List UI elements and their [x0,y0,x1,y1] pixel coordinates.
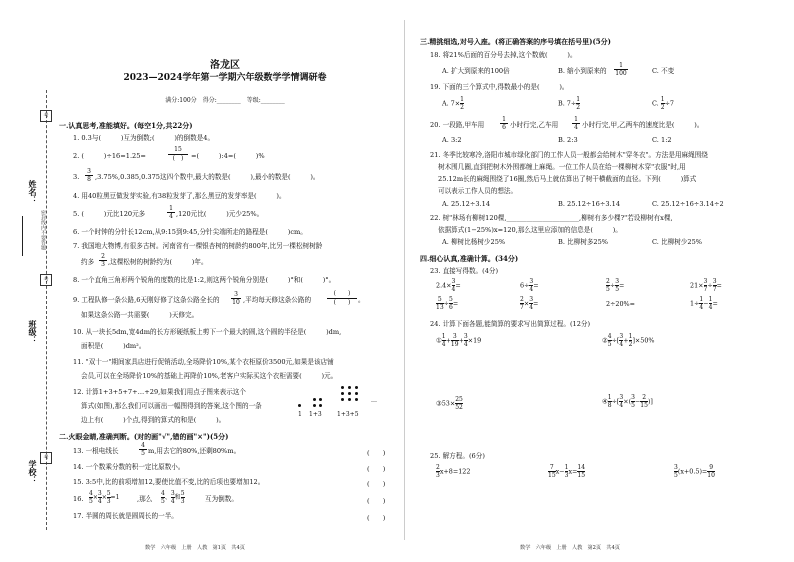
calc-24-2: ② $\frac{4}{5}$ ÷[ $\frac{3}{4}$ + $\frac{1}{2}$ ]×50% [602,333,655,348]
q6: 6. 一个时钟的分针长12cm,从9:15到9:45,分针尖端所走的路程是( )cm。 [73,228,307,236]
q16-end: 互为倒数。 [205,495,238,503]
q9: 9. 工程队修一条公路,6天刚好修了这条公路全长的 [73,296,220,304]
seal-text: 密封线内不要答题 [40,210,46,250]
q5-fraction: 1 4 [167,205,175,220]
q23: 23. 直接写得数。(4分) [430,267,499,275]
q18-opt-b[interactable]: B. 缩小到原来的 [558,67,607,75]
q11b: 会员,可以在全场降价10%的基础上再降价10%,老客户实际买这个衣柜需要( )元。 [81,372,338,380]
q22-opt-a[interactable]: A. 柳树比杨树少25% [442,238,506,246]
seal-line [46,90,47,530]
q2-rest: =( ):4=( )% [191,152,265,160]
q16: 16. [73,495,84,503]
calc-24-4: ④ $\frac{1}{8}$ ÷[ $\frac{3}{4}$ ×( $\frac{3}{5}$ − $\frac{2}{15}$ )] [602,394,653,409]
section4-title: 四.细心认真,准确计算。(34分) [420,254,519,263]
calc-7: 2÷20%= [606,300,635,308]
calc-2: 6÷ $\frac{3}{4}$ = [520,278,539,293]
q7-fraction: 2 3 [99,253,107,268]
q19-opt-c[interactable]: C. $\frac{1}{2}$ ÷7 [652,96,674,111]
calc-24-1: ① $\frac{1}{4}$ + $\frac{3}{19}$ + $\frac{3}{4}$ ×19 [436,333,482,348]
q18: 18. 将21%后面的百分号去掉,这个数就( )。 [430,51,577,59]
q21-opt-a[interactable]: A. 25.12÷3.14 [442,200,491,208]
q21b: 树木围几圈,直到把树木外围都缠上麻绳。一位工作人员在给一棵柳树木穿"衣服"时,用 [438,163,686,171]
q18-fraction: 1 100 [615,62,627,77]
q7a: 7. 我国地大物博,有很多古树。河南省有一棵银杏树的树龄约800年,比另一棵松树树龄 [73,242,323,250]
q22b: 依据算式(1−25%)x=120,那么这里应添加的信息是( )。 [438,226,622,234]
calc-5: $\frac{5}{13}$ ÷ $\frac{5}{6}$ = [436,296,459,311]
footer-right: 数学 六年级 上册 人教 第2页 共4页 [520,545,620,551]
q2-fraction-blank[interactable]: ( ) [172,155,184,162]
q20-opt-b[interactable]: B. 2:3 [558,136,578,144]
q20a: 20. 一段路,甲车用 [430,121,485,129]
q1: 1. 0.3与( )互为倒数;( )的倒数是4。 [73,134,215,142]
eq-2: $\frac{7}{15}$ x− $\frac{1}{3}$ x= $\frac{14}{15}$ [548,464,586,479]
q9b: 如果这条公路一共需要( )天修完。 [81,311,199,319]
q13-fraction: 4 5 [139,442,147,457]
section3-title: 三.精挑细选,对号入座。(将正确答案的序号填在括号里)(5分) [420,37,611,46]
q11a: 11. "双十一"期间家具店进行促销活动,全场降价10%,某个衣柜原价3500元,如果是该店铺 [73,358,334,366]
q21d: 可以表示工作人员的想法。 [438,187,518,195]
q21-opt-b[interactable]: B. 25.12÷16÷3.14 [558,200,621,208]
dot-label-2: 1+3 [309,411,322,418]
dot-label-3: 1+3+5 [337,411,359,418]
q16-rest: ,那么 [137,495,153,503]
q19: 19. 下面的三个算式中,得数最小的是( )。 [430,83,569,91]
q12a: 12. 计算1+3+5+7+…+29,如果我们用点子图来表示这个 [73,388,246,396]
q14-answer[interactable]: ( ) [367,465,386,473]
q9-blank-fraction[interactable]: ( ) ( ) [327,290,357,307]
q16-expr2: $\frac{4}{5}$ 、 $\frac{3}{4}$ 和 $\frac{5}{3}$ [161,490,185,505]
q20-opt-a[interactable]: A. 3:2 [442,136,462,144]
q18-opt-a[interactable]: A. 扩大到原来的100倍 [442,67,510,75]
q19-opt-b[interactable]: B. 7÷ $\frac{1}{2}$ [558,96,581,111]
calc-4: 21× $\frac{3}{7}$ ÷ $\frac{3}{7}$ = [690,278,722,293]
q20b: 小时行完,乙车用 [510,121,559,129]
q9-rest: ,平均每天修这条公路的 [243,296,312,304]
q5: 5. ( )元比120元多 [73,210,146,218]
q20-opt-c[interactable]: C. 1:2 [652,136,672,144]
q3-lead: 3. [73,173,80,181]
calc-3: $\frac{2}{5}$ ÷ $\frac{3}{5}$ = [606,278,625,293]
section2-title: 二.火眼金睛,准确判断。(对的画"√",错的画"×")(5分) [59,432,229,441]
class-label: 班级： [28,320,38,344]
q3: ,3.75%,0.385,0.375这四个数中,最大的数是( ),最小的数是( )。 [95,173,320,181]
right-page [420,0,790,562]
q20c: 小时行完,甲,乙两车的速度比是( )。 [582,121,704,129]
q9-end: 。 [358,296,365,304]
q2-fraction: 15 ( ) [168,146,188,163]
q13-answer[interactable]: ( ) [367,449,386,457]
q2: 2. ( )÷16=1.25= [73,152,146,160]
score-line: 满分:100分 得分:________ 等级:________ [165,97,285,104]
q15-answer[interactable]: ( ) [367,480,386,488]
left-page [55,0,395,562]
dot-label-1: 1 [298,411,302,418]
q16-answer[interactable]: ( ) [367,497,386,505]
seal-tag-top: 考 [40,110,52,122]
q17: 17. 半圆的周长就是圆周长的一半。 [73,512,178,520]
q3-fraction: 3 8 [85,168,93,183]
school-label: 学校： [28,460,38,484]
exam-title: 2023—2024学年第一学期六年级数学学情调研卷 [123,73,327,83]
q10a: 10. 从一块长5dm,宽4dm的长方形硬纸板上剪下一个最大的圆,这个圆的半径是( )dm, [73,328,342,336]
q9-fraction: 3 10 [232,291,240,306]
q19-opt-a[interactable]: A. 7× $\frac{1}{2}$ [442,96,464,111]
q21c: 25.12m长的麻绳围绕了16圈,然后马上就估算出了树干横截面的直径。下列( )算式 [438,175,697,183]
q20-frac1: 1 6 [500,116,508,131]
q22-opt-c[interactable]: C. 比柳树少25% [652,238,703,246]
dot-label-4: … [371,397,377,404]
q21-opt-c[interactable]: C. 25.12÷16÷3.14÷2 [652,200,724,208]
q15: 15. 3:5中,比的前项增加12,要使比值不变,比的后项也要增加12。 [73,478,265,486]
q7b: 约多 [81,258,95,266]
seal-tag-mid: 考 [40,274,52,286]
q22a: 22. 树"林场有柳树120棵,______________________,柳树有多少棵?"若设柳树有x棵, [430,214,673,222]
q20-frac2: 1 4 [572,116,580,131]
footer-left: 数学 六年级 上册 人教 第1页 共4页 [145,545,245,551]
q5-rest: ,120元比( )元少25%。 [176,210,264,218]
q4: 4. 用40粒黑豆做发芽实验,有38粒发芽了,那么黑豆的发芽率是( )。 [73,192,286,200]
q10b: 面积是( )dm²。 [81,342,146,350]
eq-1: $\frac{2}{3}$ x+8=122 [436,464,471,479]
district-title: 洛龙区 [210,60,240,71]
q12b: 算式(如图),那么我们可以画出一幅图得到的答案,这个图的一条 [81,402,262,410]
calc-8: 1÷ $\frac{1}{4}$ − $\frac{1}{4}$ = [690,296,718,311]
q22-opt-b[interactable]: B. 比柳树多25% [558,238,609,246]
q16-expr: $\frac{4}{5}$ × $\frac{3}{4}$ × $\frac{5}{3}$ =1 [89,490,120,505]
q7b-rest: ,这棵松树的树龄约为( )年。 [108,258,208,266]
calc-6: $\frac{2}{7}$ × $\frac{3}{4}$ = [520,296,539,311]
calc-24-3: ③53× $\frac{25}{52}$ [436,396,463,411]
section1-title: 一.认真思考,准能填好。(每空1分,共22分) [59,121,193,130]
q8: 8. 一个直角三角形两个锐角的度数的比是1:2,则这两个锐角分别是( )°和( )°。 [73,276,336,284]
q25: 25. 解方程。(6分) [430,452,485,460]
name-label: 姓名： [28,180,38,204]
q13-rest: m,用去它的80%,还剩80%m。 [148,447,241,455]
q17-answer[interactable]: ( ) [367,514,386,522]
page-divider [404,20,405,540]
q18-opt-c[interactable]: C. 不变 [652,67,675,75]
q24: 24. 计算下面各题,能简算的要求写出简算过程。(12分) [430,320,591,328]
calc-1: 2.4× $\frac{3}{4}$ = [436,278,461,293]
seal-tag-bottom: 考 [40,452,52,464]
name-underline[interactable] [22,216,23,256]
dot-figure [293,382,393,422]
q12c: 边上有( )个点,得到的算式的和是( )。 [81,416,226,424]
eq-3: $\frac{3}{5}$ (x+0.5)= $\frac{9}{10}$ [674,464,715,479]
q21a: 21. 冬季比较寒冷,洛阳市城市绿化部门的工作人员一般都会给树木"穿冬衣"。方法是用麻绳围绕 [430,151,708,159]
q13: 13. 一根电线长 [73,447,119,455]
q14: 14. 一个数乘分数的积一定比原数小。 [73,463,185,471]
calc-grid [436,278,776,318]
